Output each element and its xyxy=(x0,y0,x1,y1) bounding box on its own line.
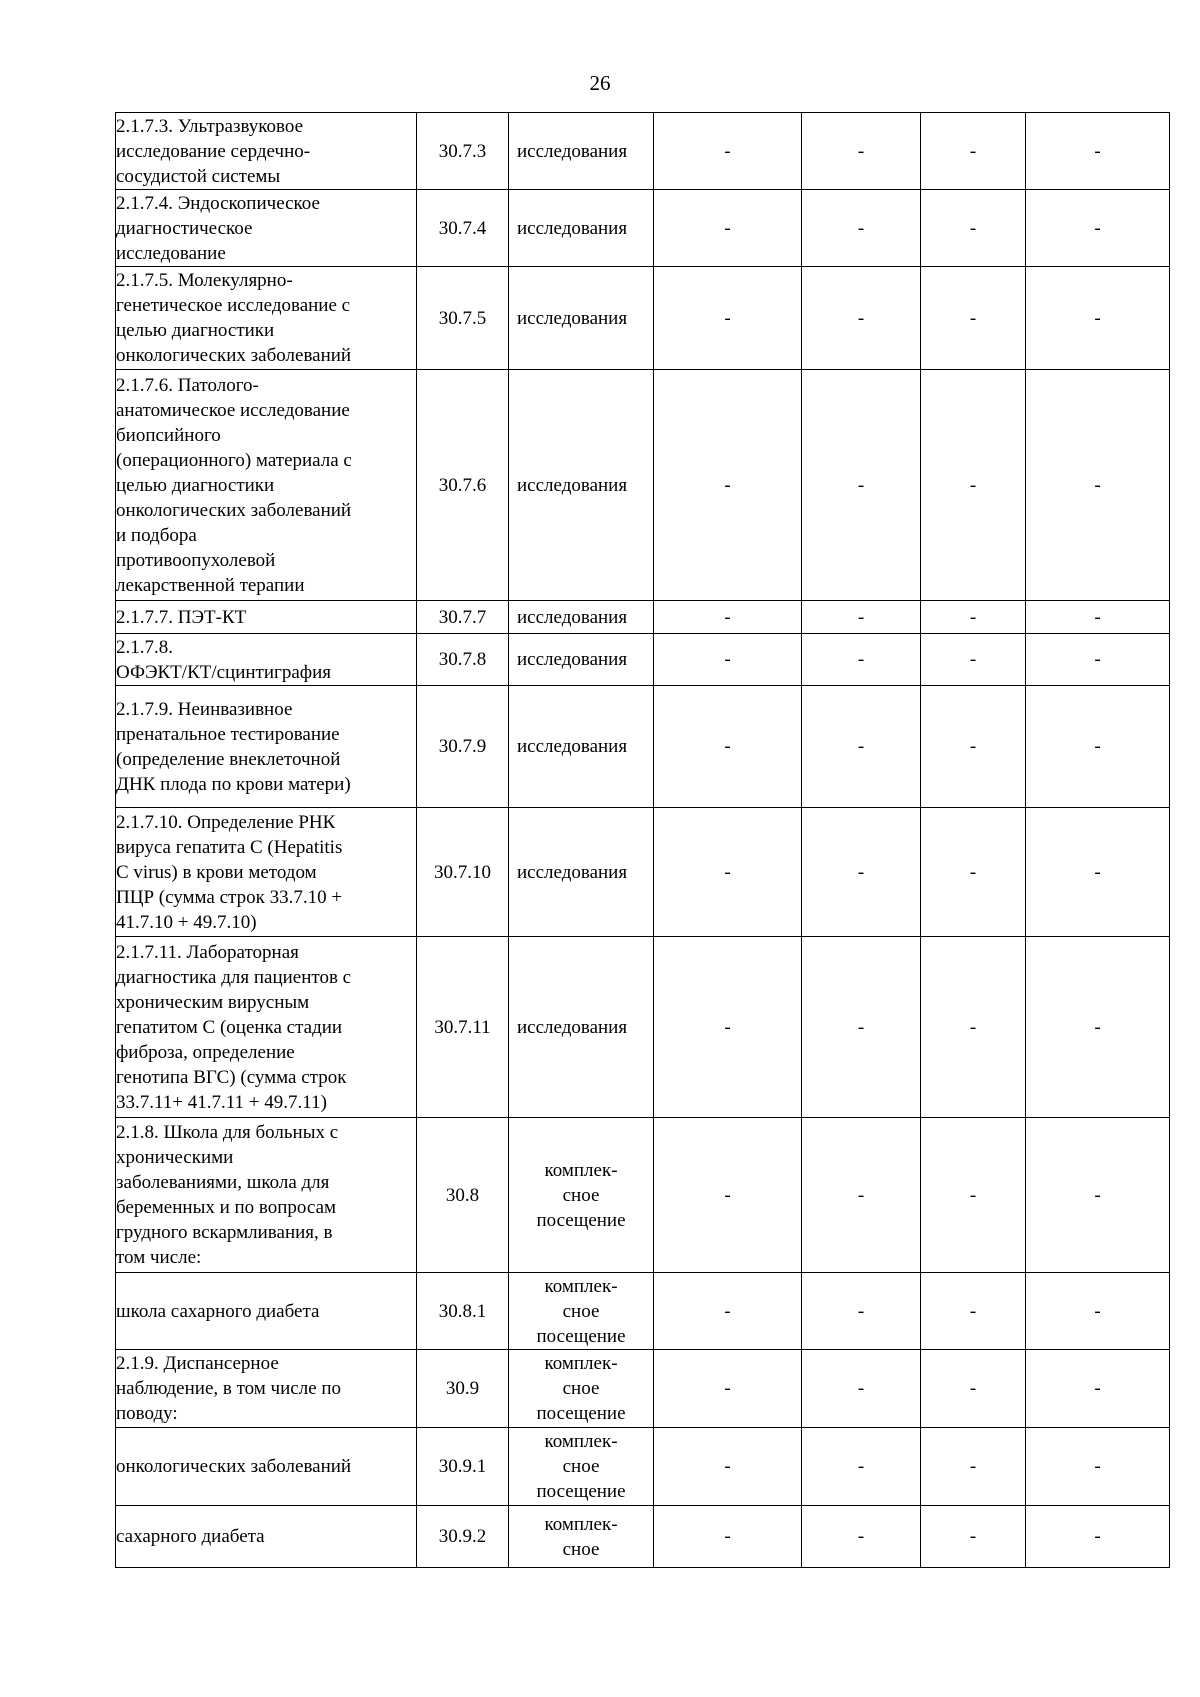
row-unit: исследования xyxy=(509,634,654,686)
row-name: 2.1.7.11. Лабораторная диагностика для пациентов с хроническим вирусным гепатитом С (оценка стадии фиброза, определение генотипа ВГС) (сумма строк 33.7.11+ 41.7.11 + 49.7.11) xyxy=(116,937,417,1118)
row-unit: комплек- сное посещение xyxy=(509,1428,654,1506)
row-unit: исследования xyxy=(509,808,654,937)
table-row xyxy=(116,267,1170,370)
row-name: 2.1.7.4. Эндоскопическое диагностическое исследование xyxy=(116,190,417,267)
statistics-table xyxy=(115,112,1170,1568)
row-value-4: - xyxy=(1026,267,1170,370)
row-code: 30.7.10 xyxy=(417,808,509,937)
row-unit: исследования xyxy=(509,113,654,190)
row-value-2: - xyxy=(802,686,921,808)
row-code: 30.7.6 xyxy=(417,370,509,601)
row-value-4: - xyxy=(1026,1273,1170,1350)
row-value-3: - xyxy=(921,937,1026,1118)
row-code: 30.7.4 xyxy=(417,190,509,267)
row-value-4: - xyxy=(1026,1350,1170,1428)
row-value-2: - xyxy=(802,601,921,634)
row-value-4: - xyxy=(1026,634,1170,686)
row-value-2: - xyxy=(802,634,921,686)
row-value-4: - xyxy=(1026,1428,1170,1506)
row-value-2: - xyxy=(802,808,921,937)
row-unit: комплек- сное посещение xyxy=(509,1350,654,1428)
row-unit: комплек- сное посещение xyxy=(509,1118,654,1273)
row-unit: исследования xyxy=(509,190,654,267)
row-value-3: - xyxy=(921,1350,1026,1428)
row-value-1: - xyxy=(654,370,802,601)
table-row xyxy=(116,1350,1170,1428)
row-code: 30.7.8 xyxy=(417,634,509,686)
row-value-4: - xyxy=(1026,686,1170,808)
row-value-2: - xyxy=(802,937,921,1118)
row-value-1: - xyxy=(654,1428,802,1506)
row-value-3: - xyxy=(921,267,1026,370)
row-value-2: - xyxy=(802,370,921,601)
table-row xyxy=(116,370,1170,601)
row-value-3: - xyxy=(921,634,1026,686)
row-name: 2.1.7.3. Ультразвуковое исследование сердечно- сосудистой системы xyxy=(116,113,417,190)
row-code: 30.8.1 xyxy=(417,1273,509,1350)
row-value-3: - xyxy=(921,1118,1026,1273)
row-unit: исследования xyxy=(509,601,654,634)
row-value-3: - xyxy=(921,1273,1026,1350)
row-value-1: - xyxy=(654,190,802,267)
row-value-3: - xyxy=(921,370,1026,601)
row-unit: исследования xyxy=(509,267,654,370)
row-name: 2.1.9. Диспансерное наблюдение, в том числе по поводу: xyxy=(116,1350,417,1428)
row-code: 30.9.2 xyxy=(417,1506,509,1568)
row-value-2: - xyxy=(802,1506,921,1568)
row-value-2: - xyxy=(802,190,921,267)
table-row xyxy=(116,808,1170,937)
row-name: сахарного диабета xyxy=(116,1506,417,1568)
row-value-3: - xyxy=(921,190,1026,267)
row-code: 30.7.11 xyxy=(417,937,509,1118)
row-value-4: - xyxy=(1026,937,1170,1118)
row-code: 30.7.5 xyxy=(417,267,509,370)
row-code: 30.9.1 xyxy=(417,1428,509,1506)
row-value-2: - xyxy=(802,1273,921,1350)
table-row xyxy=(116,634,1170,686)
table-row xyxy=(116,1428,1170,1506)
table-row xyxy=(116,1506,1170,1568)
row-name: школа сахарного диабета xyxy=(116,1273,417,1350)
row-code: 30.7.7 xyxy=(417,601,509,634)
row-name: 2.1.8. Школа для больных с хроническими заболеваниями, школа для беременных и по вопросам грудного вскармливания, в том числе: xyxy=(116,1118,417,1273)
row-code: 30.7.3 xyxy=(417,113,509,190)
row-unit: комплек- сное посещение xyxy=(509,1273,654,1350)
row-name: 2.1.7.9. Неинвазивное пренатальное тестирование (определение внеклеточной ДНК плода по крови матери) xyxy=(116,686,417,808)
row-value-4: - xyxy=(1026,1506,1170,1568)
row-value-3: - xyxy=(921,808,1026,937)
table-row xyxy=(116,113,1170,190)
table-row xyxy=(116,601,1170,634)
row-value-1: - xyxy=(654,808,802,937)
row-value-4: - xyxy=(1026,113,1170,190)
row-code: 30.7.9 xyxy=(417,686,509,808)
row-value-2: - xyxy=(802,1350,921,1428)
row-value-1: - xyxy=(654,634,802,686)
row-value-1: - xyxy=(654,686,802,808)
row-name: 2.1.7.5. Молекулярно- генетическое исследование с целью диагностики онкологических заболеваний xyxy=(116,267,417,370)
row-unit: комплек- сное xyxy=(509,1506,654,1568)
row-value-2: - xyxy=(802,113,921,190)
row-name: 2.1.7.6. Патолого- анатомическое исследование биопсийного (операционного) материала с целью диагностики онкологических заболеваний и подбора противоопухолевой лекарственной терапии xyxy=(116,370,417,601)
table-row xyxy=(116,190,1170,267)
row-value-1: - xyxy=(654,1506,802,1568)
row-value-1: - xyxy=(654,937,802,1118)
table-row xyxy=(116,1273,1170,1350)
row-value-3: - xyxy=(921,686,1026,808)
row-value-1: - xyxy=(654,267,802,370)
row-value-1: - xyxy=(654,601,802,634)
table-row xyxy=(116,686,1170,808)
row-name: 2.1.7.10. Определение РНК вируса гепатита С (Hepatitis C virus) в крови методом ПЦР (сумма строк 33.7.10 + 41.7.10 + 49.7.10) xyxy=(116,808,417,937)
row-value-3: - xyxy=(921,1506,1026,1568)
row-name: 2.1.7.7. ПЭТ-КТ xyxy=(116,601,417,634)
row-value-4: - xyxy=(1026,601,1170,634)
row-unit: исследования xyxy=(509,937,654,1118)
row-name: 2.1.7.8. ОФЭКТ/КТ/сцинтиграфия xyxy=(116,634,417,686)
row-value-4: - xyxy=(1026,1118,1170,1273)
row-name: онкологических заболеваний xyxy=(116,1428,417,1506)
row-value-4: - xyxy=(1026,190,1170,267)
row-value-3: - xyxy=(921,1428,1026,1506)
row-value-1: - xyxy=(654,113,802,190)
row-value-2: - xyxy=(802,267,921,370)
row-value-1: - xyxy=(654,1118,802,1273)
table-row xyxy=(116,1118,1170,1273)
row-code: 30.8 xyxy=(417,1118,509,1273)
row-value-1: - xyxy=(654,1273,802,1350)
row-value-3: - xyxy=(921,601,1026,634)
row-code: 30.9 xyxy=(417,1350,509,1428)
row-value-2: - xyxy=(802,1118,921,1273)
row-value-2: - xyxy=(802,1428,921,1506)
row-value-4: - xyxy=(1026,808,1170,937)
row-value-1: - xyxy=(654,1350,802,1428)
row-unit: исследования xyxy=(509,686,654,808)
page-number: 26 xyxy=(589,71,611,95)
table-row xyxy=(116,937,1170,1118)
row-value-3: - xyxy=(921,113,1026,190)
row-unit: исследования xyxy=(509,370,654,601)
row-value-4: - xyxy=(1026,370,1170,601)
